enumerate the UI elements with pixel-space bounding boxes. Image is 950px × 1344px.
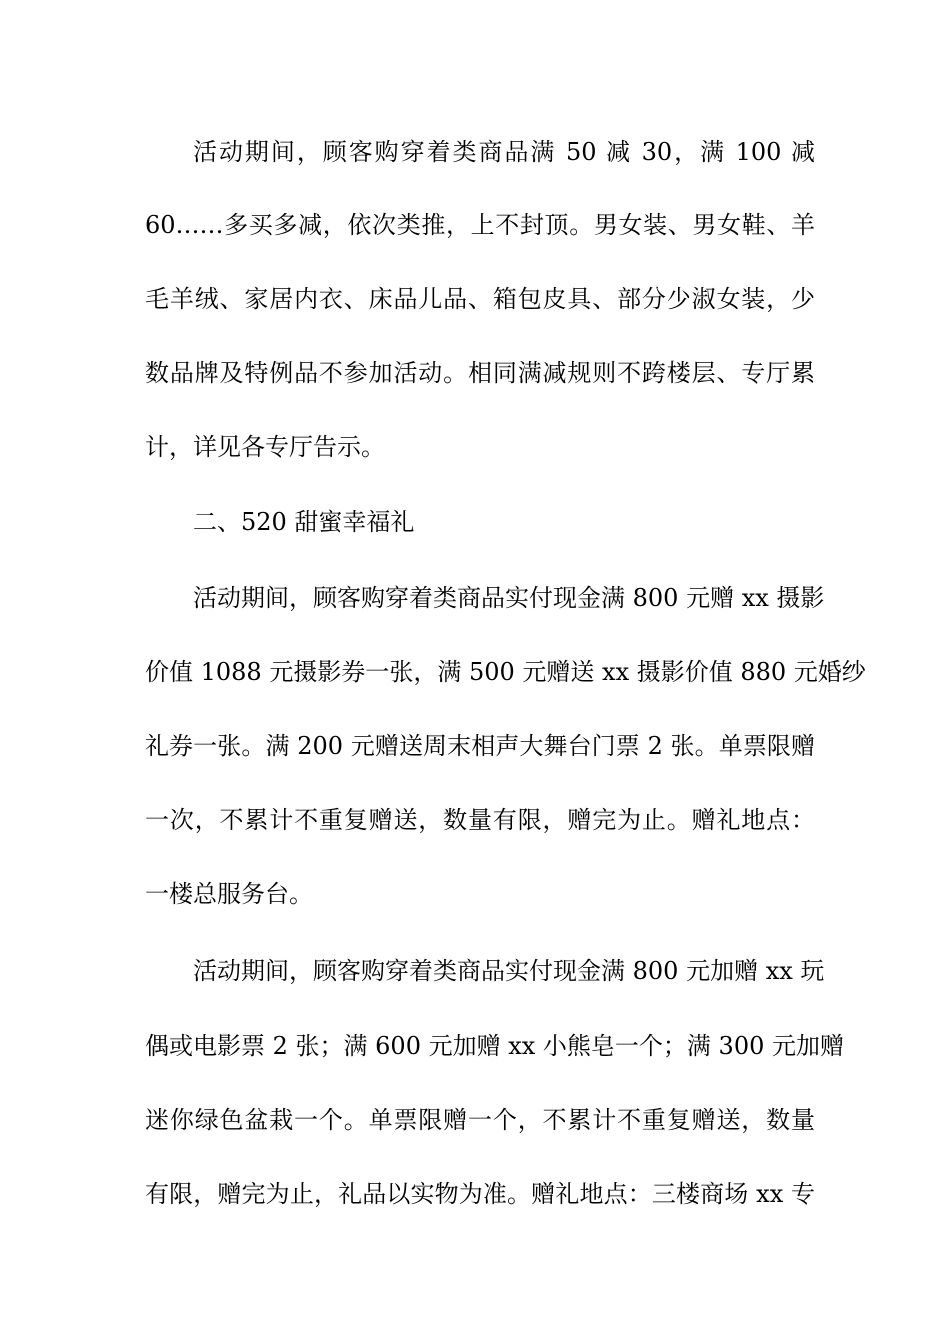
paragraph-1-line-3: 毛羊绒、家居内衣、床品儿品、箱包皮具、部分少淑女装，少 xyxy=(145,285,815,313)
paragraph-2-line-2: 价值 1088 元摄影券一张，满 500 元赠送 xx 摄影价值 880 元婚纱 xyxy=(145,658,866,686)
paragraph-3-line-2: 偶或电影票 2 张；满 600 元加赠 xx 小熊皂一个；满 300 元加赠 xyxy=(145,1032,844,1060)
paragraph-2-line-1: 活动期间，顾客购穿着类商品实付现金满 800 元赠 xx 摄影 xyxy=(193,584,825,612)
paragraph-1-line-4: 数品牌及特例品不参加活动。相同满减规则不跨楼层、专厅累 xyxy=(145,359,815,387)
paragraph-1-line-1: 活动期间，顾客购穿着类商品满 50 减 30，满 100 减 xyxy=(193,138,815,166)
paragraph-3-line-4: 有限，赠完为止，礼品以实物为准。赠礼地点：三楼商场 xx 专 xyxy=(145,1180,815,1208)
paragraph-1-line-5: 计，详见各专厅告示。 xyxy=(145,433,385,461)
paragraph-3-line-3: 迷你绿色盆栽一个。单票限赠一个，不累计不重复赠送，数量 xyxy=(145,1106,815,1134)
paragraph-1-line-2: 60……多买多减，依次类推，上不封顶。男女装、男女鞋、羊 xyxy=(145,211,815,239)
paragraph-2-line-5: 一楼总服务台。 xyxy=(145,880,313,908)
paragraph-3-line-1: 活动期间，顾客购穿着类商品实付现金满 800 元加赠 xx 玩 xyxy=(193,957,825,985)
section-heading: 二、520 甜蜜幸福礼 xyxy=(193,508,415,536)
paragraph-2-line-4: 一次，不累计不重复赠送，数量有限，赠完为止。赠礼地点： xyxy=(145,806,815,834)
paragraph-2-line-3: 礼券一张。满 200 元赠送周末相声大舞台门票 2 张。单票限赠 xyxy=(145,732,815,760)
